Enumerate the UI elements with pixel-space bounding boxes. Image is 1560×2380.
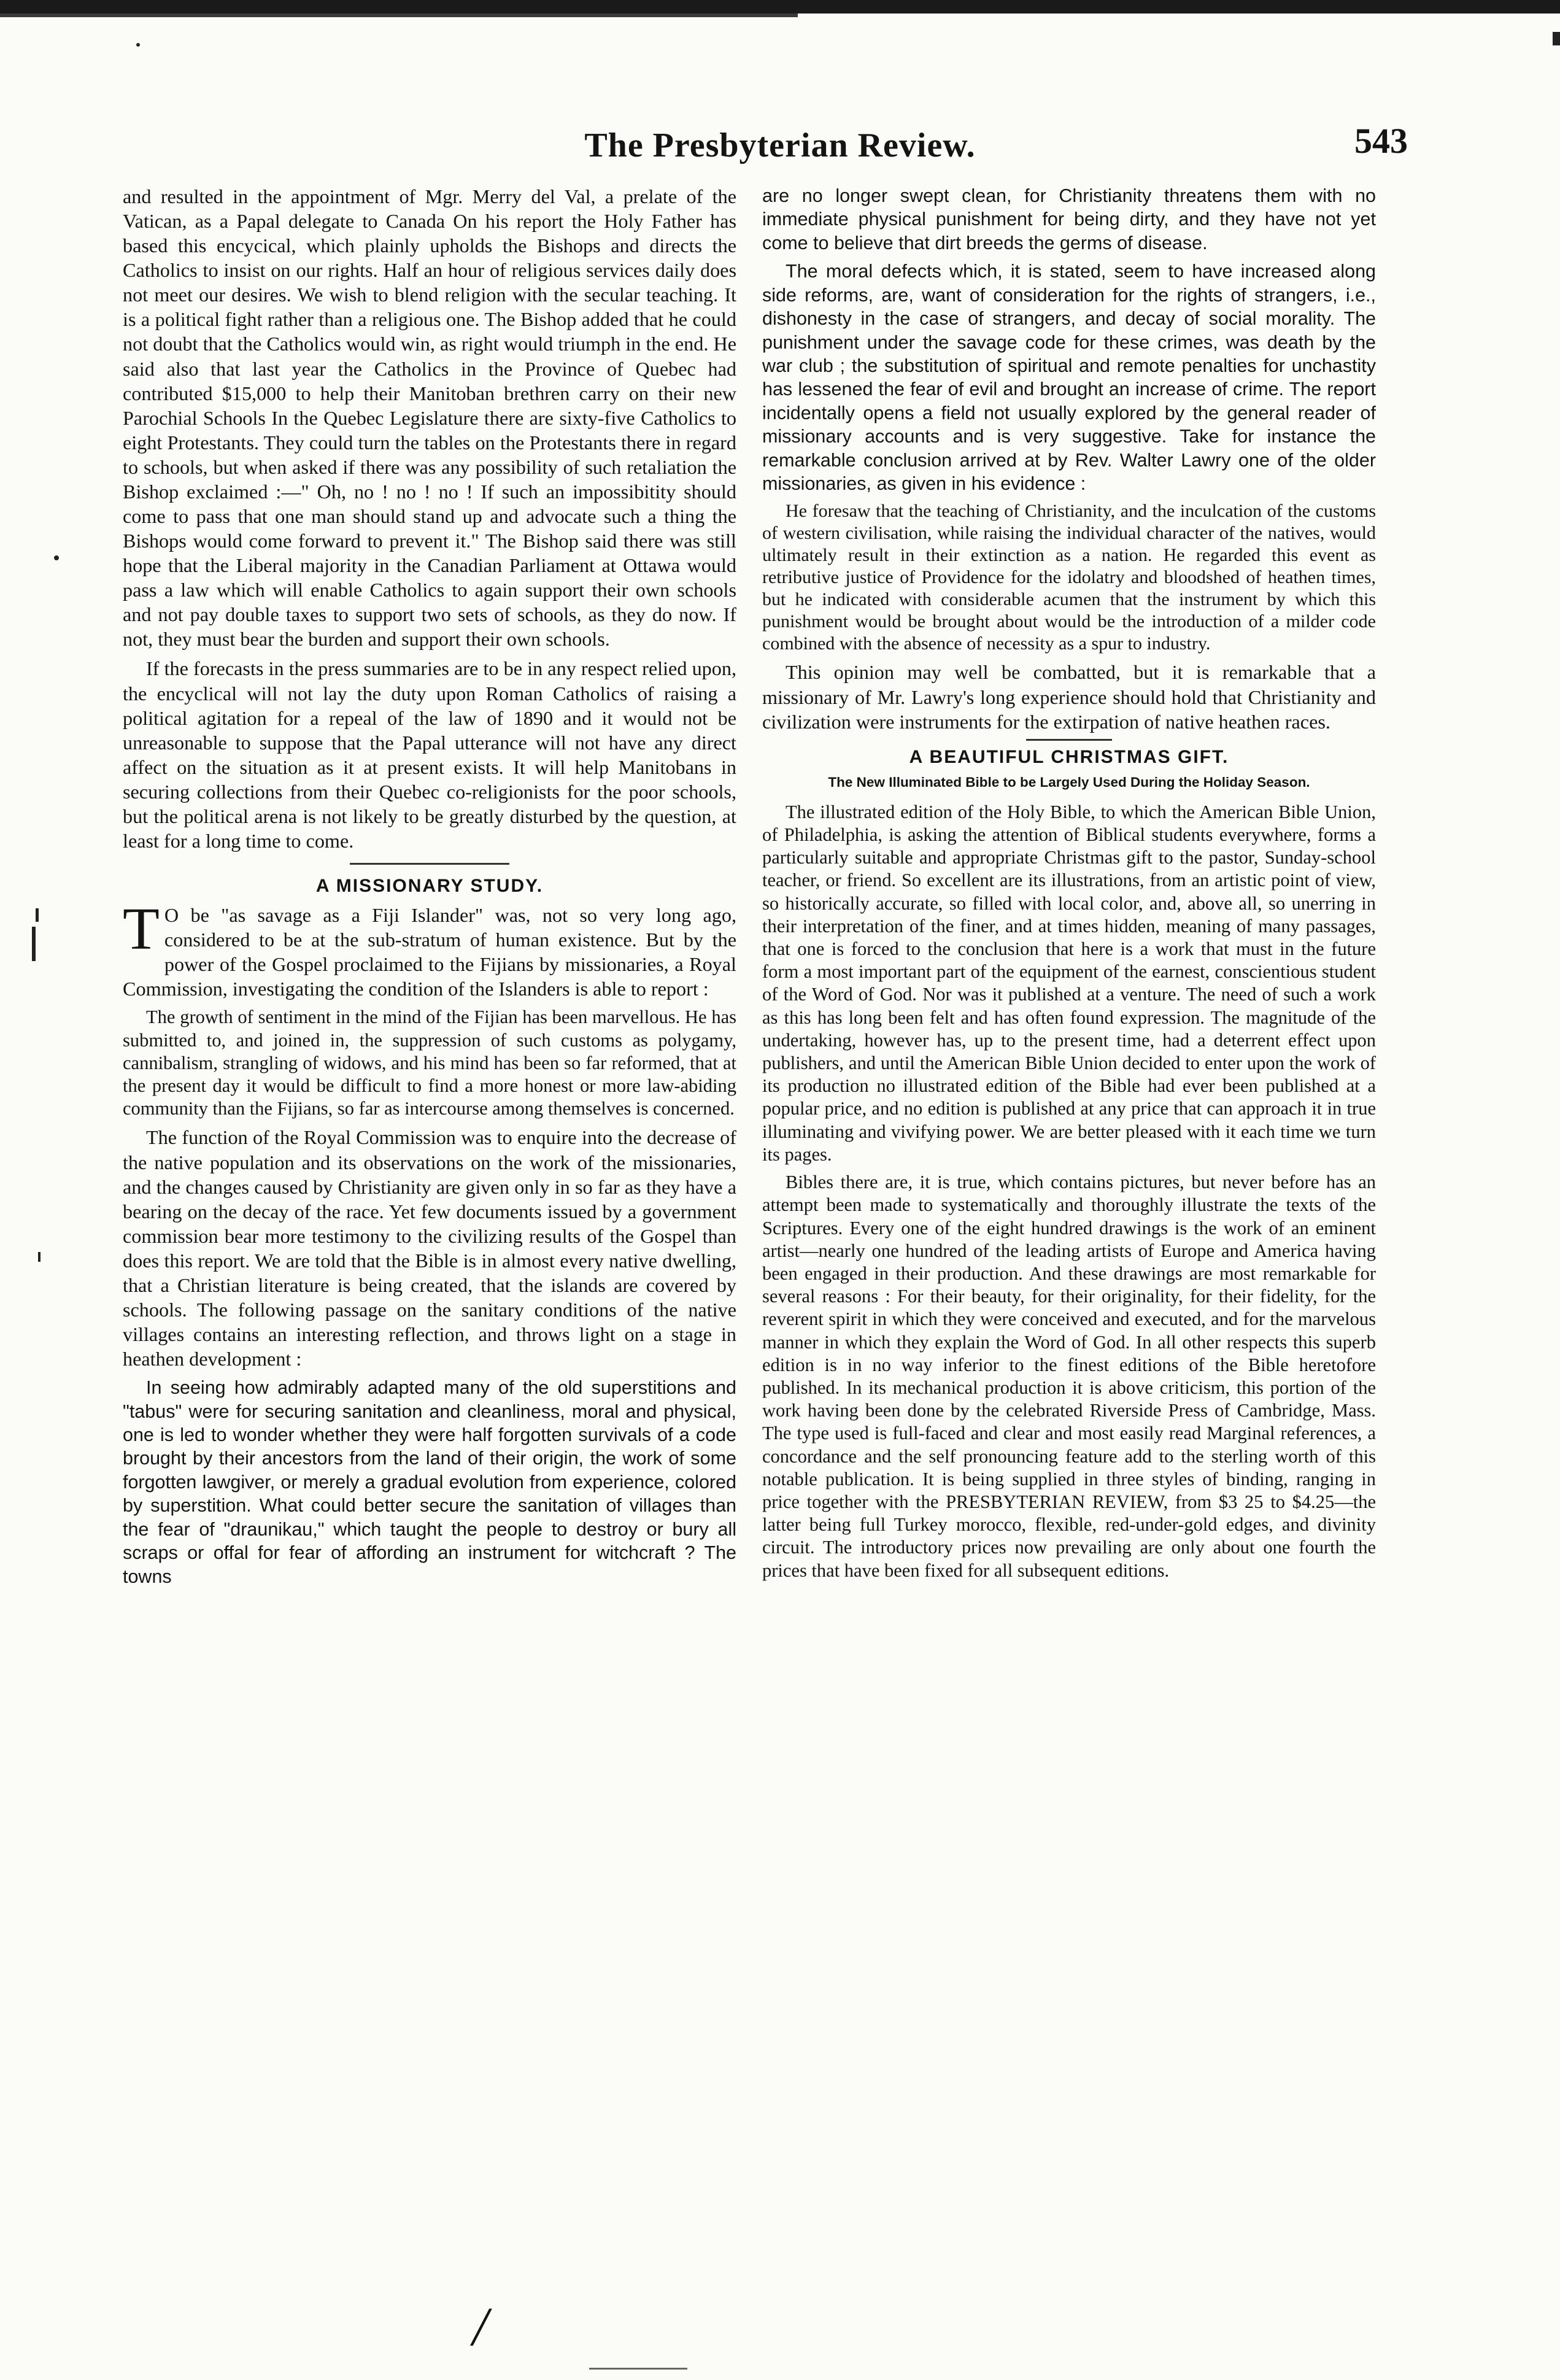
section-divider [350, 863, 509, 865]
margin-tick [32, 927, 36, 961]
quoted-passage: In seeing how admirably adapted many of the old superstitions and "tabus" were for securing sanitation and cleanliness, moral and physical, one is led to wonder whether they were half forgotten survivals of a code brought by their ancestors from the land of their origin, the work of some forgotten lawgiver, or merely a gradual evolution from experience, colored by superstition. What could better secure the sanitation of villages than the fear of "draunikau," which taught the people to destroy or bury all scraps or offal for fear of affording an instrument for witchcraft ? The towns [123, 1377, 736, 1587]
scan-edge-bar [0, 0, 1560, 14]
paragraph: are no longer swept clean, for Christianity threatens them with no immediate physical punishment for being dirty, and they have not yet come to believe that dirt breeds the germs of disease. [762, 185, 1376, 253]
drop-cap: T [123, 896, 160, 963]
opening-paragraph-text: O be "as savage as a Fiji Islander" was, not so very long ago, considered to be at the sub-stratum of human existence. But by the power of the Gospel proclaimed to the Fijians by missionaries, a Royal Commission, investigating the condition of the Islanders is able to report : [123, 904, 736, 1000]
margin-mark: / [473, 2297, 488, 2357]
margin-tick [38, 1252, 41, 1262]
margin-tick [36, 908, 39, 922]
margin-speck [136, 43, 140, 47]
journal-title: The Presbyterian Review. [584, 126, 976, 164]
section-heading: A BEAUTIFUL CHRISTMAS GIFT. [909, 746, 1229, 767]
paragraph: This opinion may well be combatted, but it is remarkable that a missionary of Mr. Lawry's long experience should hold that Christianity and civilization were instruments for the extirpation of native heathen races. [762, 661, 1376, 733]
scan-edge-mark [1553, 32, 1560, 45]
paragraph: If the forecasts in the press summaries are to be in any respect relied upon, the encyclical will not lay the duty upon Roman Catholics of raising a political agitation for a repeal of the law of 1890 and it would not be unreasonable to suppose that the Papal utterance will not have any direct affect on the situation as it at present exists. It will help Manitobans in securing collections from their Quebec co-religionists for the poor schools, but the political arena is not likely to be greatly disturbed by the question, at least for a long time to come. [123, 657, 736, 852]
section-divider [1026, 739, 1112, 741]
quoted-passage: He foresaw that the teaching of Christianity, and the inculcation of the customs of western civilisation, while raising the individual character of the natives, would ultimately result in their extinction as a nation. He regarded this event as retributive justice of Providence for the idolatry and bloodshed of heathen times, but he indicated with considerable acumen that the instrument by which this punishment would be brought about would be the introduction of a milder code combined with the absence of necessity as a spur to industry. [762, 501, 1376, 654]
section-subheading: The New Illuminated Bible to be Largely Used During the Holiday Season. [828, 774, 1310, 790]
paragraph: and resulted in the appointment of Mgr. Merry del Val, a prelate of the Vatican, as a Papal delegate to Canada On his report the Holy Father has based this encycical, which plainly upholds the Bishops and directs the Catholics to insist on our rights. Half an hour of religious services daily does not meet our desires. We wish to blend religion with the secular teaching. It is a political fight rather than a religious one. The Bishop added that he could not doubt that the Catholics would win, as right would triumph in the end. He said also that last year the Catholics in the Province of Quebec had contributed $15,000 to help their Manitoban brethren carry on their new Parochial Schools In the Quebec Legislature there are sixty-five Catholics to eight Protestants. They could turn the tables on the Protestants there in regard to schools, but when asked if there was any possibility of such retaliation the Bishop exclaimed :—" Oh, no ! no ! no ! If such an impossibitity should come to pass that one man should stand up and advocate such a thing the Bishops would come forward to prevent it." The Bishop said there was still hope that the Liberal majority in the Canadian Parliament at Ottawa would pass a law which will enable Catholics to again support their own schools and not pay double taxes to support two sets of schools, as they do now. If not, they must bear the burden and support their own schools. [123, 185, 736, 651]
margin-speck [54, 555, 59, 560]
left-column [123, 184, 736, 1593]
paragraph: The moral defects which, it is stated, seem to have increased along side reforms, are, want of consideration for the rights of strangers, i.e., dishonesty in the case of strangers, and decay of social morality. The punishment under the savage code for these crimes, was death by the war club ; the substitution of spiritual and remote penalties for unchastity has lessened the fear of evil and brought an increase of crime. The report incidentally opens a field not usually explored by the general reader of missionary accounts and is very suggestive. Take for instance the remarkable conclusion arrived at by Rev. Walter Lawry one of the older missionaries, as given in his evidence : [762, 261, 1376, 495]
paragraph: Bibles there are, it is true, which contains pictures, but never before has an attempt been made to systematically and thoroughly illustrate the texts of the Scriptures. Every one of the eight hundred drawings is the work of an eminent artist—nearly one hundred of the leading artists of Europe and America having been engaged in their production. And these drawings are most remarkable for several reasons : For their beauty, for their originality, for their fidelity, for the reverent spirit in which they were conceived and executed, and for the marvelous manner in which they explain the Word of God. In all other respects this superb edition is in no way inferior to the finest editions of the Bible heretofore published. In its mechanical production it is above criticism, this portion of the work having been done by the celebrated Riverside Press of Cambridge, Mass. The type used is full-faced and clear and most easily read Marginal references, a concordance and the self pronouncing feature add to the sterling worth of this notable publication. It is being supplied in three styles of binding, ranging in price together with the PRESBYTERIAN REVIEW, from $3 25 to $4.25—the latter being full Turkey morocco, flexible, red-under-gold edges, and divinity circuit. The introductory prices now prevailing are only about one fourth the prices that have been fixed for all subsequent editions. [762, 1172, 1376, 1581]
opening-paragraph [123, 896, 736, 1001]
page-number: 543 [1354, 121, 1408, 161]
scan-edge-bar-lower [0, 14, 798, 17]
paragraph: The illustrated edition of the Holy Bible, to which the American Bible Union, of Philadelphia, is asking the attention of Biblical students everywhere, forms a particularly suitable and appropriate Christmas gift to the pastor, Sunday-school teacher, or friend. So excellent are its illustrations, from an artistic point of view, so historically accurate, so filled with local color, and, above all, so unerring in their interpretation of the finer, and at times hidden, meaning of many passages, that one is forced to the conclusion that here is a work that must in the future form a most important part of the equipment of the earnest, conscientious student of the Word of God. Nor was it published at a venture. The need of such a work as this has long been felt and has often found expression. The magnitude of the undertaking, however has, up to the present time, had a deterrent effect upon publishers, and until the American Bible Union decided to enter upon the work of its production no illustrated edition of the Bible had ever been published at a popular price, and no edition is published at any price that can approach it in true illuminating and vivifying power. We are better pleased with it each time we turn its pages. [762, 801, 1376, 1165]
section-heading: A MISSIONARY STUDY. [315, 876, 544, 897]
paragraph: The function of the Royal Commission was to enquire into the decrease of the native population and its observations on the work of the missionaries, and the changes caused by Christianity are given only in so far as they have a bearing on the decay of the race. Yet few documents issued by a government commission bear more testimony to the civilizing results of the Gospel than does this report. We are told that the Bible is in almost every native dwelling, that a Christian literature is being created, that the islands are covered by schools. The following passage on the sanitary conditions of the native villages contains an interesting reflection, and throws light on a stage in heathen development : [123, 1126, 736, 1370]
bottom-rule [589, 2368, 687, 2370]
paragraph: The growth of sentiment in the mind of the Fijian has been marvellous. He has submitted to, and joined in, the suppression of such customs as polygamy, cannibalism, strangling of widows, and his mind has been so far reformed, that at the present day it would be difficult to find a more honest or more law-abiding community than the Fijians, so far as intercourse among themselves is concerned. [123, 1006, 736, 1119]
right-column [762, 184, 1376, 1587]
